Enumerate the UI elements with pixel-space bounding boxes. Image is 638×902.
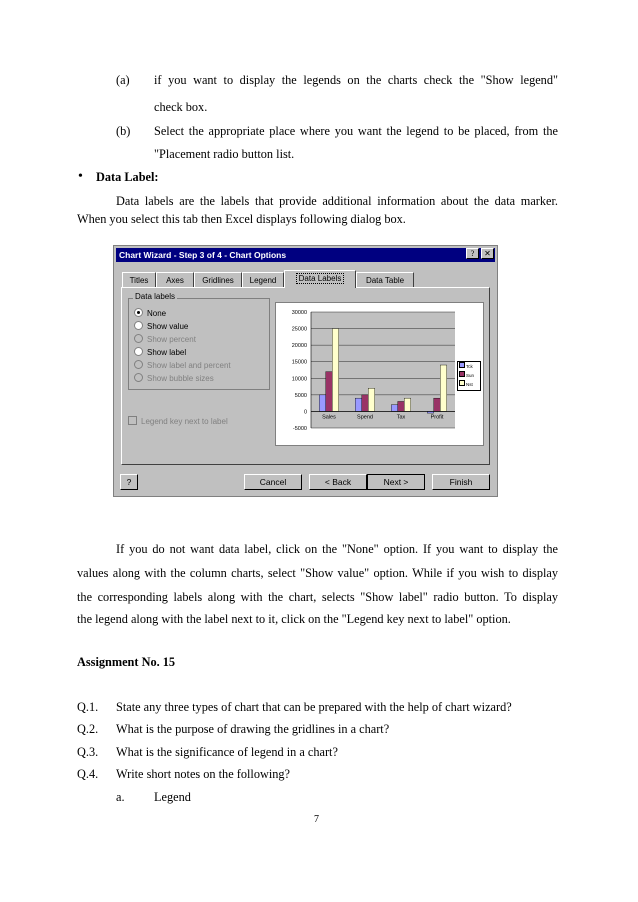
category-label: Profit (430, 414, 444, 421)
help-title-button[interactable]: ? (466, 248, 479, 259)
bar (398, 401, 404, 411)
category-label: Spend (357, 414, 373, 421)
sub-text: Legend (154, 790, 191, 804)
radio-icon (134, 321, 143, 330)
item-a-line2: check box. (154, 100, 208, 114)
y-tick-label: -5000 (292, 426, 307, 432)
legend-entry (459, 371, 480, 380)
legend-key-checkbox[interactable] (128, 416, 228, 427)
y-tick-label: 20000 (291, 343, 307, 350)
checkbox-icon (128, 416, 137, 425)
q4-num: Q.4. (77, 767, 99, 781)
page-number: 7 (314, 814, 319, 825)
option-show-value-label: Show value (147, 322, 189, 331)
tab-titles[interactable]: Titles (122, 272, 156, 287)
item-a-line1: if you want to display the legends on the charts check the "Show legend" (154, 73, 558, 87)
legend-swatch (459, 371, 465, 377)
q1-num: Q.1. (77, 700, 99, 714)
tab-axes[interactable]: Axes (156, 272, 194, 287)
legend-swatch (459, 380, 465, 386)
q3-num: Q.3. (77, 745, 99, 759)
y-tick-label: 15000 (291, 359, 307, 366)
para1-line1: Data labels are the labels that provide additional information about the data marker. (116, 194, 558, 208)
bar (440, 365, 446, 411)
y-tick-label: 30000 (291, 310, 307, 316)
para2-line2: values along with the column charts, select "Show value" option. While if you wish to display (77, 566, 558, 580)
chart-wizard-dialog (113, 245, 498, 497)
dialog-title: Chart Wizard - Step 3 of 4 - Chart Options (116, 248, 495, 262)
legend-label: Tck (466, 364, 473, 369)
radio-icon (134, 347, 143, 356)
option-show-label-percent[interactable] (134, 360, 231, 371)
option-show-label[interactable] (134, 347, 186, 358)
category-label: Tax (396, 414, 406, 421)
back-button[interactable]: < Back (309, 474, 367, 490)
y-tick-label: 5000 (294, 392, 307, 399)
radio-icon (134, 360, 143, 369)
q4-text: Write short notes on the following? (116, 767, 291, 781)
assignment-heading: Assignment No. 15 (77, 655, 176, 669)
option-none[interactable] (134, 308, 166, 319)
chart-legend (457, 361, 481, 391)
para1-line2: When you select this tab then Excel displays following dialog box. (77, 212, 406, 226)
bar (368, 388, 374, 411)
option-show-bubble-label: Show bubble sizes (147, 374, 214, 383)
option-show-label-label: Show label (147, 348, 187, 357)
y-tick-label: 0 (303, 409, 307, 416)
tab-data-labels[interactable] (284, 270, 356, 288)
tab-data-table[interactable]: Data Table (356, 272, 414, 287)
option-none-label: None (147, 309, 167, 318)
section-heading: Data Label: (96, 170, 159, 184)
para2-line3: the corresponding labels along with the chart, selects "Show label" radio button. To display (77, 590, 558, 604)
radio-icon (134, 334, 143, 343)
legend-label: Sun (466, 373, 475, 378)
close-button[interactable]: ✕ (481, 248, 494, 259)
option-show-label-percent-label: Show label and percent (147, 361, 231, 370)
option-show-value[interactable] (134, 321, 188, 332)
bar (355, 398, 361, 411)
cancel-button[interactable]: Cancel (244, 474, 302, 490)
legend-entry (459, 362, 480, 371)
tab-data-labels-label: Data Labels (296, 273, 345, 284)
option-show-percent[interactable] (134, 334, 196, 345)
y-tick-label: 10000 (291, 376, 307, 383)
bar (404, 398, 410, 411)
help-button[interactable]: ? (120, 474, 138, 490)
next-button[interactable]: Next > (367, 474, 425, 490)
para2-line1: If you do not want data label, click on the "None" option. If you want to display the (116, 542, 558, 556)
bullet: • (78, 169, 83, 184)
legend-key-label: Legend key next to label (141, 417, 228, 426)
legend-label: Nst (466, 382, 473, 387)
legend-swatch (459, 362, 465, 368)
y-tick-label: 25000 (291, 326, 307, 333)
sub-marker: a. (116, 790, 125, 804)
bar (362, 395, 368, 412)
bar (332, 329, 338, 412)
para2-line4: the legend along with the label next to it, click on the "Legend key next to label" option. (77, 612, 511, 626)
option-show-bubble[interactable] (134, 373, 214, 384)
option-show-percent-label: Show percent (147, 335, 196, 344)
tab-legend[interactable]: Legend (242, 272, 284, 287)
legend-entry (459, 380, 480, 389)
q1-text: State any three types of chart that can be prepared with the help of chart wizard? (116, 700, 512, 714)
chart-svg (275, 302, 484, 446)
item-b-marker: (b) (116, 124, 131, 138)
q2-text: What is the purpose of drawing the gridlines in a chart? (116, 722, 390, 736)
radio-selected-icon (134, 308, 143, 317)
item-b-line2: "Placement radio button list. (154, 147, 295, 161)
q2-num: Q.2. (77, 722, 99, 736)
bar (319, 395, 325, 412)
bar (391, 405, 397, 412)
finish-button[interactable]: Finish (432, 474, 490, 490)
q3-text: What is the significance of legend in a chart? (116, 745, 338, 759)
item-b-line1: Select the appropriate place where you want the legend to be placed, from the (154, 124, 558, 138)
radio-icon (134, 373, 143, 382)
category-label: Sales (322, 414, 336, 421)
group-label: Data labels (135, 292, 176, 301)
bar (434, 398, 440, 411)
item-a-marker: (a) (116, 73, 130, 87)
tab-gridlines[interactable]: Gridlines (194, 272, 242, 287)
bar (326, 372, 332, 412)
